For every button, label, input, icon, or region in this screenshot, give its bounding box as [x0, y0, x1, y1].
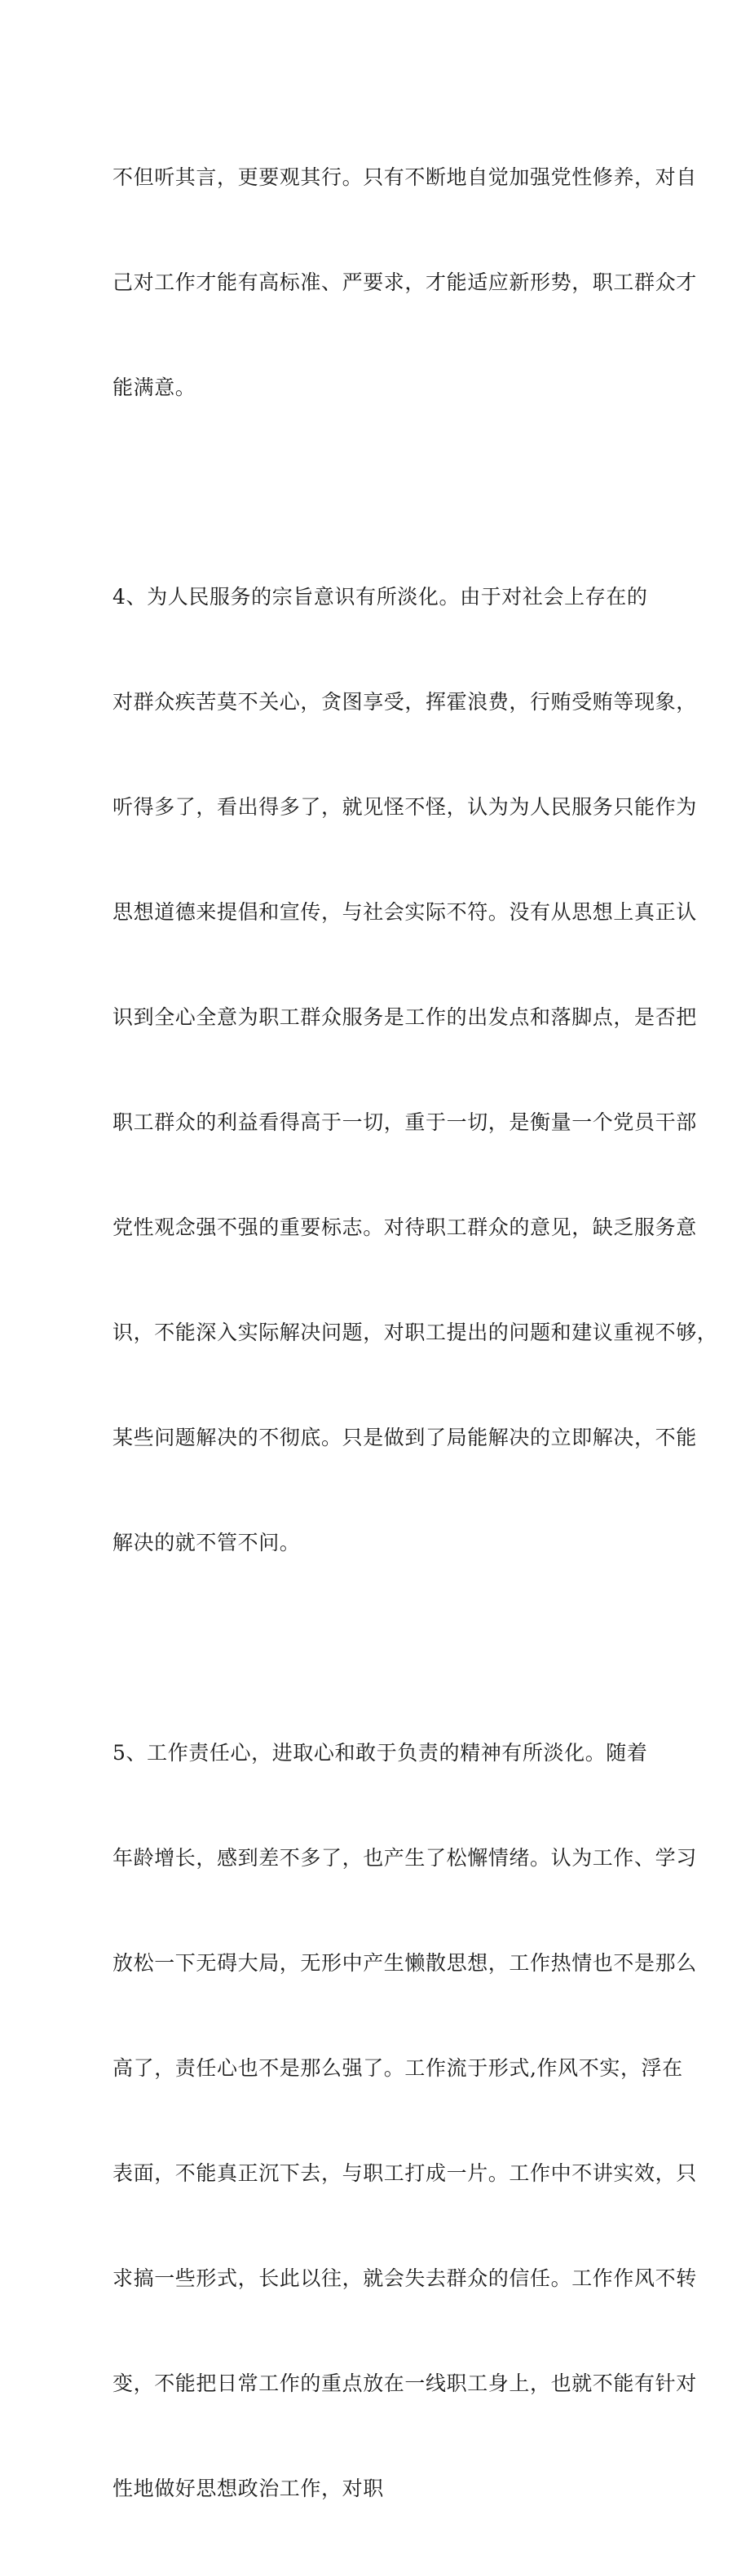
text-line: 识，不能深入实际解决问题，对职工提出的问题和建议重视不够，: [112, 1321, 718, 1344]
text-line: 思想道德来提倡和宣传，与社会实际不符。没有从思想上真正认: [112, 900, 697, 924]
text-line: 不但听其言，更要观其行。只有不断地自觉加强党性修养，对自: [112, 165, 697, 189]
text-line: 解决的就不管不问。: [112, 1531, 301, 1554]
text-line: 求搞一些形式，长此以往，就会失去群众的信任。工作作风不转: [112, 2266, 697, 2290]
text-line: 能满意。: [112, 376, 196, 399]
text-line: 某些问题解决的不彻底。只是做到了局能解决的立即解决，不能: [112, 1426, 697, 1449]
paragraph-1: [112, 90, 697, 475]
text-line: 表面，不能真正沉下去，与职工打成一片。工作中不讲实效，只: [112, 2161, 697, 2185]
text-line: 识到全心全意为职工群众服务是工作的出发点和落脚点，是否把: [112, 1005, 697, 1029]
text-line: 党性观念强不强的重要标志。对待职工群众的意见，缺乏服务意: [112, 1215, 697, 1239]
text-line: 己对工作才能有高标准、严要求，才能适应新形势，职工群众才: [112, 270, 697, 294]
text-line: 放松一下无碍大局，无形中产生懒散思想，工作热情也不是那么: [112, 1951, 697, 1975]
text-line: 听得多了，看出得多了，就见怪不怪，认为为人民服务只能作为: [112, 795, 697, 819]
text-line: 5、工作责任心，进取心和敢于负责的精神有所淡化。随着: [112, 1741, 648, 1765]
text-line: 对群众疾苦莫不关心，贪图享受，挥霍浪费，行贿受贿等现象，: [112, 690, 697, 714]
text-line: 4、为人民服务的宗旨意识有所淡化。由于对社会上存在的: [112, 585, 648, 609]
text-line: 变，不能把日常工作的重点放在一线职工身上，也就不能有针对: [112, 2372, 697, 2395]
text-line: 职工群众的利益看得高于一切，重于一切，是衡量一个党员干部: [112, 1110, 697, 1134]
text-line: 年龄增长，感到差不多了，也产生了松懈情绪。认为工作、学习: [112, 1846, 697, 1870]
paragraph-2: [112, 509, 718, 1630]
document-body: [112, 90, 718, 2576]
text-line: 性地做好思想政治工作，对职: [112, 2477, 384, 2500]
text-line: 高了，责任心也不是那么强了。工作流于形式,作风不实，浮在: [112, 2056, 683, 2080]
paragraph-3: [112, 1665, 697, 2576]
